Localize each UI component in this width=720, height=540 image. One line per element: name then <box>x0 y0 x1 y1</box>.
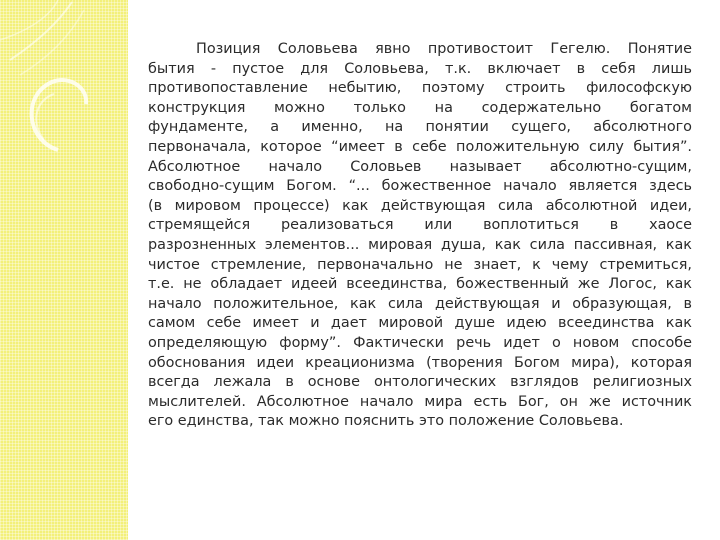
paragraph-line: свободно-сущим Богом. “... божественное начало является здесь <box>148 178 692 195</box>
paragraph-line: т.е. не обладает идеей всеединства, божественный же Логос, как <box>148 276 692 293</box>
paragraph-line: противопоставление небытию, поэтому строить философскую <box>148 80 692 97</box>
paragraph-line: обоснования идеи креационизма (творения Богом мира), которая <box>148 354 692 371</box>
paragraph-line: фундаменте, а именно, на понятии сущего, абсолютного <box>148 119 692 136</box>
paragraph-line: чистое стремление, первоначально не знает, к чему стремиться, <box>148 256 692 273</box>
paragraph-line: его единства, так можно пояснить это положение Соловьева. <box>148 413 624 430</box>
paragraph-line: конструкция можно только на содержательно богатом <box>148 99 692 116</box>
paragraph-line: (в мировом процессе) как действующая сила абсолютной идеи, <box>148 197 692 214</box>
paragraph-line: начало положительное, как сила действующая и образующая, в <box>148 295 692 312</box>
paragraph-line: стремящейся реализоваться или воплотиться в хаосе <box>148 217 692 234</box>
decorative-swirl-graphic <box>0 0 128 200</box>
paragraph-line: Позиция Соловьева явно противостоит Гегелю. Понятие <box>196 41 692 57</box>
slide-text-body <box>148 40 692 432</box>
paragraph-line: мыслителей. Абсолютное начало мира есть Бог, он же источник <box>148 393 692 410</box>
paragraph-line: бытия - пустое для Соловьева, т.к. включает в себя лишь <box>148 60 692 77</box>
paragraph-line: определяющую форму”. Фактически речь идет о новом способе <box>148 334 692 351</box>
paragraph-line: всегда лежала в основе онтологических взглядов религиозных <box>148 374 692 391</box>
paragraph-line: Абсолютное начало Соловьев называет абсолютно-сущим, <box>148 158 692 175</box>
paragraph-line: разрозненных элементов... мировая душа, как сила пассивная, как <box>148 236 692 253</box>
paragraph-line: самом себе имеет и дает мировой душе идею всеединства как <box>148 315 692 332</box>
paragraph-line: первоначала, которое “имеет в себе положительную силу бытия”. <box>148 138 692 155</box>
